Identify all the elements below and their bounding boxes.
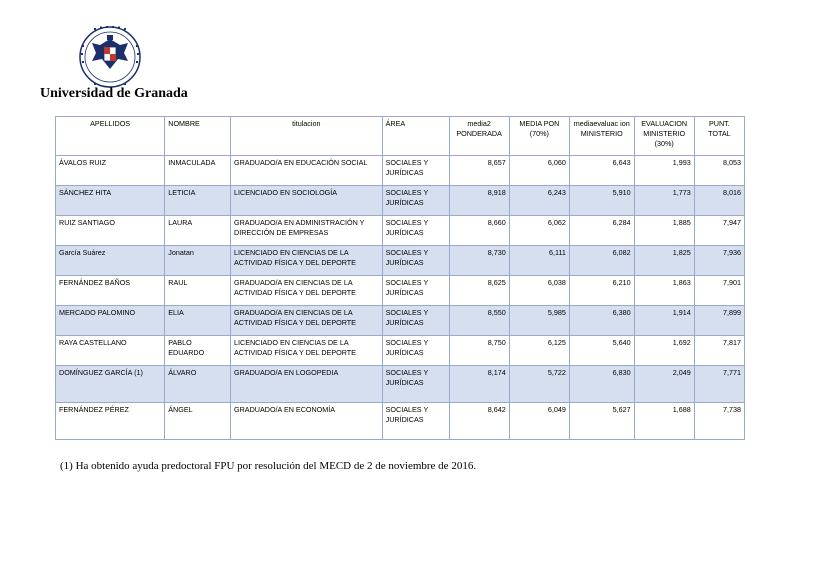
cell-media2: 8,730 xyxy=(449,246,509,276)
cell-media-valuacion: 6,082 xyxy=(569,246,634,276)
cell-media2: 8,174 xyxy=(449,366,509,403)
cell-evaluacion: 1,825 xyxy=(634,246,694,276)
header-media-valuacion: mediaevaluac ion MINISTERIO xyxy=(569,117,634,156)
cell-area: SOCIALES Y JURÍDICAS xyxy=(382,366,449,403)
cell-evaluacion: 2,049 xyxy=(634,366,694,403)
cell-area: SOCIALES Y JURÍDICAS xyxy=(382,403,449,440)
cell-nombre: LETICIA xyxy=(165,186,231,216)
cell-punt-total: 7,738 xyxy=(694,403,744,440)
cell-evaluacion: 1,863 xyxy=(634,276,694,306)
cell-media2: 8,625 xyxy=(449,276,509,306)
cell-punt-total: 7,899 xyxy=(694,306,744,336)
table-row xyxy=(56,336,745,366)
cell-media2: 8,550 xyxy=(449,306,509,336)
header-area: ÁREA xyxy=(382,117,449,156)
cell-media-valuacion: 5,910 xyxy=(569,186,634,216)
cell-media-pon: 6,111 xyxy=(509,246,569,276)
cell-titulacion: LICENCIADO EN SOCIOLOGÍA xyxy=(231,186,383,216)
cell-apellidos: FERNÁNDEZ BAÑOS xyxy=(56,276,165,306)
cell-evaluacion: 1,773 xyxy=(634,186,694,216)
cell-evaluacion: 1,993 xyxy=(634,156,694,186)
table-row xyxy=(56,156,745,186)
cell-titulacion: GRADUADO/A EN ECONOMÍA xyxy=(231,403,383,440)
cell-nombre: RAUL xyxy=(165,276,231,306)
cell-media-valuacion: 6,643 xyxy=(569,156,634,186)
table-row xyxy=(56,246,745,276)
cell-evaluacion: 1,885 xyxy=(634,216,694,246)
cell-nombre: PABLO EDUARDO xyxy=(165,336,231,366)
cell-apellidos: RUIZ SANTIAGO xyxy=(56,216,165,246)
cell-evaluacion: 1,692 xyxy=(634,336,694,366)
university-name: Universidad de Granada xyxy=(40,86,188,101)
cell-evaluacion: 1,688 xyxy=(634,403,694,440)
cell-punt-total: 7,901 xyxy=(694,276,744,306)
table-row xyxy=(56,403,745,440)
cell-titulacion: GRADUADO/A EN ADMINISTRACIÓN Y DIRECCIÓN DE EMPRESAS xyxy=(231,216,383,246)
cell-nombre: Jonatan xyxy=(165,246,231,276)
cell-nombre: INMACULADA xyxy=(165,156,231,186)
cell-area: SOCIALES Y JURÍDICAS xyxy=(382,306,449,336)
cell-apellidos: MERCADO PALOMINO xyxy=(56,306,165,336)
table-row xyxy=(56,216,745,246)
cell-area: SOCIALES Y JURÍDICAS xyxy=(382,216,449,246)
cell-punt-total: 7,771 xyxy=(694,366,744,403)
cell-media2: 8,642 xyxy=(449,403,509,440)
cell-titulacion: LICENCIADO EN CIENCIAS DE LA ACTIVIDAD FÍSICA Y DEL DEPORTE xyxy=(231,246,383,276)
cell-media2: 8,918 xyxy=(449,186,509,216)
cell-media-valuacion: 5,627 xyxy=(569,403,634,440)
table-row xyxy=(56,276,745,306)
cell-punt-total: 7,947 xyxy=(694,216,744,246)
table-row xyxy=(56,186,745,216)
footnote: (1) Ha obtenido ayuda predoctoral FPU por resolución del MECD de 2 de noviembre de 2016. xyxy=(60,460,477,472)
ranking-table xyxy=(55,116,745,440)
cell-apellidos: SÁNCHEZ HITA xyxy=(56,186,165,216)
cell-apellidos: DOMÍNGUEZ GARCÍA (1) xyxy=(56,366,165,403)
cell-nombre: ÁLVARO xyxy=(165,366,231,403)
cell-titulacion: GRADUADO/A EN CIENCIAS DE LA ACTIVIDAD FÍSICA Y DEL DEPORTE xyxy=(231,276,383,306)
cell-media-pon: 6,060 xyxy=(509,156,569,186)
cell-titulacion: GRADUADO/A EN CIENCIAS DE LA ACTIVIDAD FÍSICA Y DEL DEPORTE xyxy=(231,306,383,336)
cell-punt-total: 8,016 xyxy=(694,186,744,216)
cell-punt-total: 8,053 xyxy=(694,156,744,186)
cell-media2: 8,660 xyxy=(449,216,509,246)
cell-media-valuacion: 5,640 xyxy=(569,336,634,366)
cell-media-pon: 6,038 xyxy=(509,276,569,306)
cell-media-valuacion: 6,380 xyxy=(569,306,634,336)
cell-punt-total: 7,936 xyxy=(694,246,744,276)
university-seal-logo xyxy=(78,25,142,89)
cell-media-valuacion: 6,284 xyxy=(569,216,634,246)
header-row xyxy=(56,117,745,156)
cell-media-pon: 5,722 xyxy=(509,366,569,403)
cell-media2: 8,750 xyxy=(449,336,509,366)
header-titulacion: titulacion xyxy=(231,117,383,156)
header-evaluacion: EVALUACION MINISTERIO (30%) xyxy=(634,117,694,156)
cell-media-pon: 6,125 xyxy=(509,336,569,366)
table-row xyxy=(56,306,745,336)
cell-apellidos: García Suárez xyxy=(56,246,165,276)
cell-area: SOCIALES Y JURÍDICAS xyxy=(382,246,449,276)
table-row xyxy=(56,366,745,403)
cell-apellidos: ÁVALOS RUIZ xyxy=(56,156,165,186)
header-media-pon: MEDIA PON (70%) xyxy=(509,117,569,156)
cell-punt-total: 7,817 xyxy=(694,336,744,366)
cell-nombre: LAURA xyxy=(165,216,231,246)
cell-media-pon: 6,049 xyxy=(509,403,569,440)
header-nombre: NOMBRE xyxy=(165,117,231,156)
cell-area: SOCIALES Y JURÍDICAS xyxy=(382,186,449,216)
cell-media-pon: 5,985 xyxy=(509,306,569,336)
cell-evaluacion: 1,914 xyxy=(634,306,694,336)
header-media2: media2 PONDERADA xyxy=(449,117,509,156)
cell-titulacion: LICENCIADO EN CIENCIAS DE LA ACTIVIDAD FÍSICA Y DEL DEPORTE xyxy=(231,336,383,366)
cell-apellidos: RAYA CASTELLANO xyxy=(56,336,165,366)
cell-media-pon: 6,243 xyxy=(509,186,569,216)
cell-apellidos: FERNÁNDEZ PÉREZ xyxy=(56,403,165,440)
cell-media-valuacion: 6,830 xyxy=(569,366,634,403)
cell-titulacion: GRADUADO/A EN EDUCACIÓN SOCIAL xyxy=(231,156,383,186)
cell-nombre: ÁNGEL xyxy=(165,403,231,440)
cell-area: SOCIALES Y JURÍDICAS xyxy=(382,276,449,306)
cell-media2: 8,657 xyxy=(449,156,509,186)
cell-media-pon: 6,062 xyxy=(509,216,569,246)
cell-nombre: ELIA xyxy=(165,306,231,336)
cell-titulacion: GRADUADO/A EN LOGOPEDIA xyxy=(231,366,383,403)
cell-media-valuacion: 6,210 xyxy=(569,276,634,306)
cell-area: SOCIALES Y JURÍDICAS xyxy=(382,336,449,366)
cell-area: SOCIALES Y JURÍDICAS xyxy=(382,156,449,186)
header-apellidos: APELLIDOS xyxy=(56,117,165,156)
header-punt-total: PUNT. TOTAL xyxy=(694,117,744,156)
